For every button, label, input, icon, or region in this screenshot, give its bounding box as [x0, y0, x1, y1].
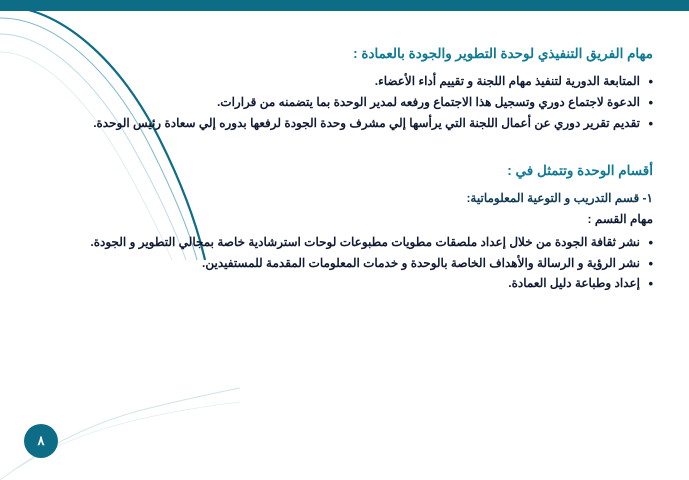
list-item: • الدعوة لاجتماع دوري وتسجيل هذا الاجتماع ورفعه لمدير الوحدة بما يتضمنه من قرارات.: [36, 93, 653, 113]
list-item: • المتابعة الدورية لتنفيذ مهام اللجنة و تقييم أداء الأعضاء.: [36, 72, 653, 92]
section2-bullet-list: [36, 233, 653, 294]
list-item: • نشر الرؤية و الرسالة والأهداف الخاصة بالوحدة و خدمات المعلومات المقدمة للمستفيدين.: [36, 254, 653, 274]
page-number-badge: ٨: [24, 424, 58, 458]
top-accent-bar: [0, 0, 689, 11]
section1-bullet-list: [36, 72, 653, 133]
section2-item-title: ١- قسم التدريب و التوعية المعلوماتية:: [466, 190, 653, 205]
top-accent-bar-highlight: [0, 11, 689, 14]
section2-heading: أقسام الوحدة وتتمثل في :: [507, 162, 653, 178]
slide-content: [36, 44, 653, 295]
section2-tasks-label: مهام القسم :: [587, 212, 653, 227]
list-item: • نشر ثقافة الجودة من خلال إعداد ملصقات مطويات مطبوعات لوحات استرشادية خاصة بمجالي التطوير و الجودة.: [36, 233, 653, 253]
list-item: • إعداد وطباعة دليل العمادة.: [36, 274, 653, 294]
section-spacer: [36, 135, 653, 161]
list-item: • تقديم تقرير دوري عن أعمال اللجنة التي يرأسها إلي مشرف وحدة الجودة لرفعها بدوره إلي سعادة رئيس الوحدة.: [36, 114, 653, 134]
section1-heading: مهام الفريق التنفيذي لوحدة التطوير والجودة بالعمادة :: [353, 46, 653, 61]
